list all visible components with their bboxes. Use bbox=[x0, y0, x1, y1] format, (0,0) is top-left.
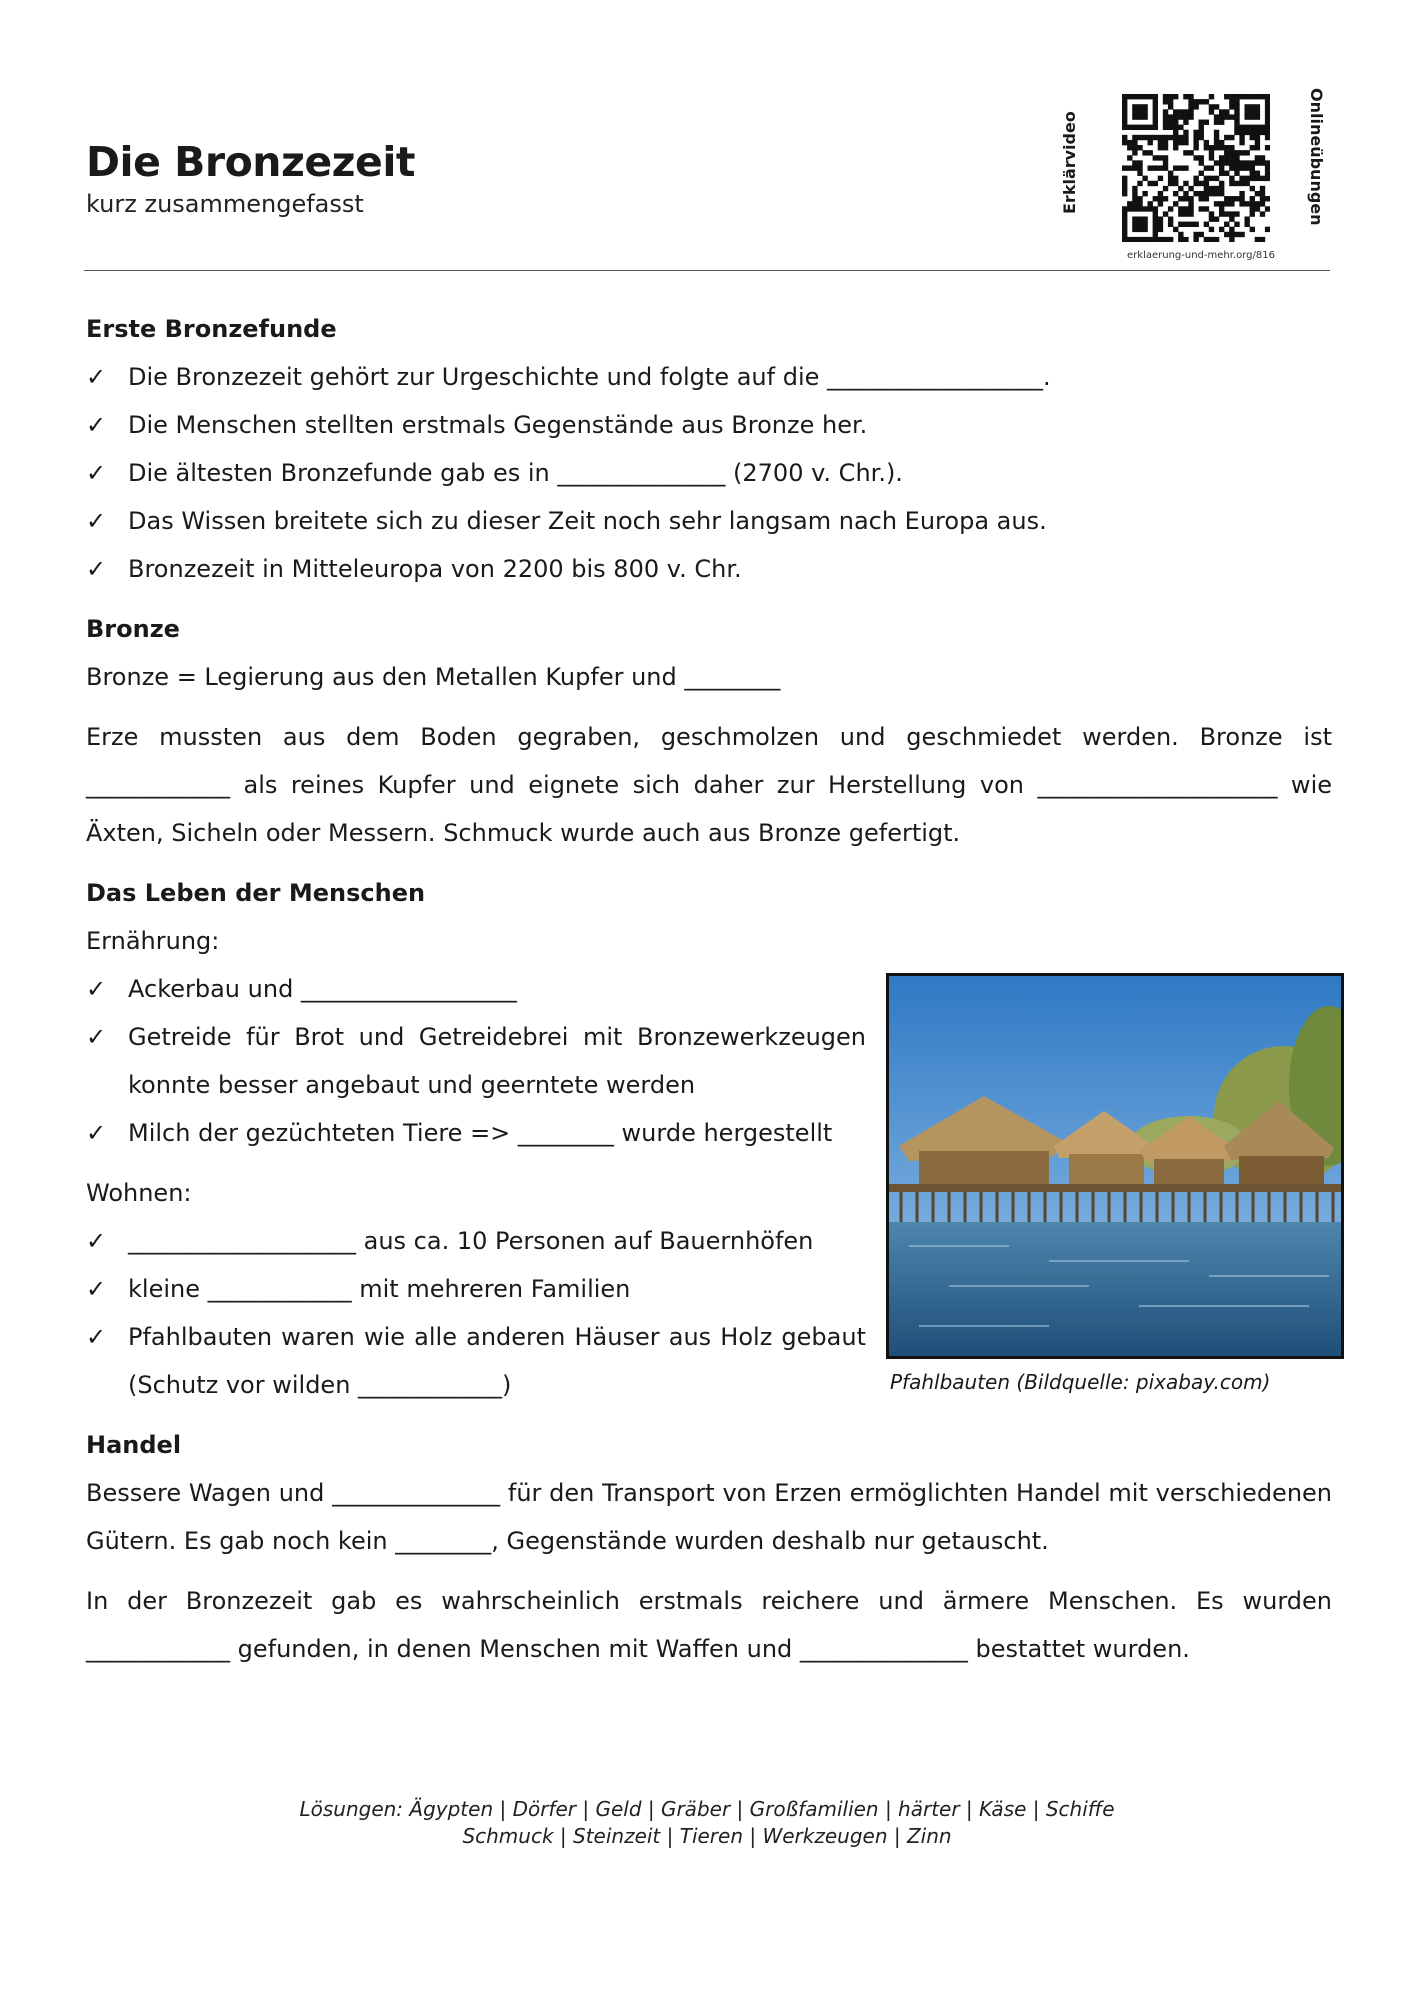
list-item: ✓ Die ältesten Bronzefunde gab es in ______________ (2700 v. Chr.). bbox=[86, 449, 1332, 497]
bronze-paragraph: Erze mussten aus dem Boden gegraben, geschmolzen und geschmiedet werden. Bronze ist ____________ als reines Kupfer und eignete sich daher zur Herstellung von ____________________ wie Äxten, Sicheln oder Messern. Schmuck wurde auch aus Bronze gefertigt. bbox=[86, 723, 1332, 847]
qr-label-erklaervideo: Erklärvideo bbox=[1060, 111, 1079, 215]
leben-section bbox=[86, 917, 1332, 1409]
check-icon: ✓ bbox=[86, 1323, 107, 1351]
check-icon: ✓ bbox=[86, 507, 107, 535]
list-item: ✓ Die Bronzezeit gehört zur Urgeschichte und folgte auf die __________________. bbox=[86, 353, 1332, 401]
solutions-footer bbox=[0, 1796, 1414, 1850]
page-title: Die Bronzezeit bbox=[86, 138, 415, 186]
page-subtitle: kurz zusammengefasst bbox=[86, 190, 364, 218]
pfahlbauten-figure bbox=[886, 973, 1344, 1394]
qr-code-icon[interactable] bbox=[1122, 94, 1270, 242]
list-item: ✓ kleine ____________ mit mehreren Familien bbox=[86, 1265, 866, 1313]
list-item: ✓ Pfahlbauten waren wie alle anderen Häuser aus Holz gebaut (Schutz vor wilden ____________) bbox=[86, 1313, 866, 1409]
check-icon: ✓ bbox=[86, 975, 107, 1003]
handel-paragraph-2: In der Bronzezeit gab es wahrscheinlich erstmals reichere und ärmere Menschen. Es wurden ____________ gefunden, in denen Menschen mit Waffen und ______________ bestattet wurden. bbox=[86, 1587, 1332, 1663]
list-item: ✓ Getreide für Brot und Getreidebrei mit Bronzewerkzeugen konnte besser angebaut und geerntete werden bbox=[86, 1013, 866, 1109]
handel-paragraph-1: Bessere Wagen und ______________ für den Transport von Erzen ermöglichten Handel mit verschiedenen Gütern. Es gab noch kein ________, Gegenstände wurden deshalb nur getauscht. bbox=[86, 1479, 1332, 1555]
worksheet-content bbox=[86, 305, 1332, 1673]
check-icon: ✓ bbox=[86, 1227, 107, 1255]
header-divider bbox=[84, 270, 1330, 271]
check-icon: ✓ bbox=[86, 555, 107, 583]
check-icon: ✓ bbox=[86, 1275, 107, 1303]
check-icon: ✓ bbox=[86, 459, 107, 487]
bronze-definition: Bronze = Legierung aus den Metallen Kupfer und ________ bbox=[86, 663, 781, 691]
list-item: ✓ Bronzezeit in Mitteleuropa von 2200 bis 800 v. Chr. bbox=[86, 545, 1332, 593]
list-item: ✓ ___________________ aus ca. 10 Personen auf Bauernhöfen bbox=[86, 1217, 866, 1265]
leben-text-column bbox=[86, 917, 866, 1409]
qr-url: erklaerung-und-mehr.org/816 bbox=[1127, 250, 1275, 261]
wohnen-label: Wohnen: bbox=[86, 1179, 192, 1207]
qr-label-onlineuebungen: Onlineübungen bbox=[1307, 88, 1326, 226]
section-heading-bronze: Bronze bbox=[86, 615, 180, 643]
check-icon: ✓ bbox=[86, 1023, 107, 1051]
qr-code-area bbox=[1060, 88, 1330, 272]
ernaehrung-label: Ernährung: bbox=[86, 927, 220, 955]
check-icon: ✓ bbox=[86, 1119, 107, 1147]
list-item: ✓ Das Wissen breitete sich zu dieser Zeit noch sehr langsam nach Europa aus. bbox=[86, 497, 1332, 545]
pfahlbauten-photo bbox=[886, 973, 1344, 1359]
list-item: ✓ Die Menschen stellten erstmals Gegenstände aus Bronze her. bbox=[86, 401, 1332, 449]
section-heading-handel: Handel bbox=[86, 1431, 182, 1459]
section-heading-erste-bronzefunde: Erste Bronzefunde bbox=[86, 315, 337, 343]
list-item: ✓ Ackerbau und __________________ bbox=[86, 965, 866, 1013]
check-icon: ✓ bbox=[86, 411, 107, 439]
check-icon: ✓ bbox=[86, 363, 107, 391]
image-caption: Pfahlbauten (Bildquelle: pixabay.com) bbox=[890, 1370, 1271, 1394]
solutions-line-1: Lösungen: Ägypten | Dörfer | Geld | Gräber | Großfamilien | härter | Käse | Schiffe bbox=[299, 1797, 1115, 1821]
list-item: ✓ Milch der gezüchteten Tiere => ________ wurde hergestellt bbox=[86, 1109, 866, 1157]
section-heading-leben: Das Leben der Menschen bbox=[86, 879, 426, 907]
solutions-line-2: Schmuck | Steinzeit | Tieren | Werkzeugen | Zinn bbox=[462, 1824, 952, 1848]
